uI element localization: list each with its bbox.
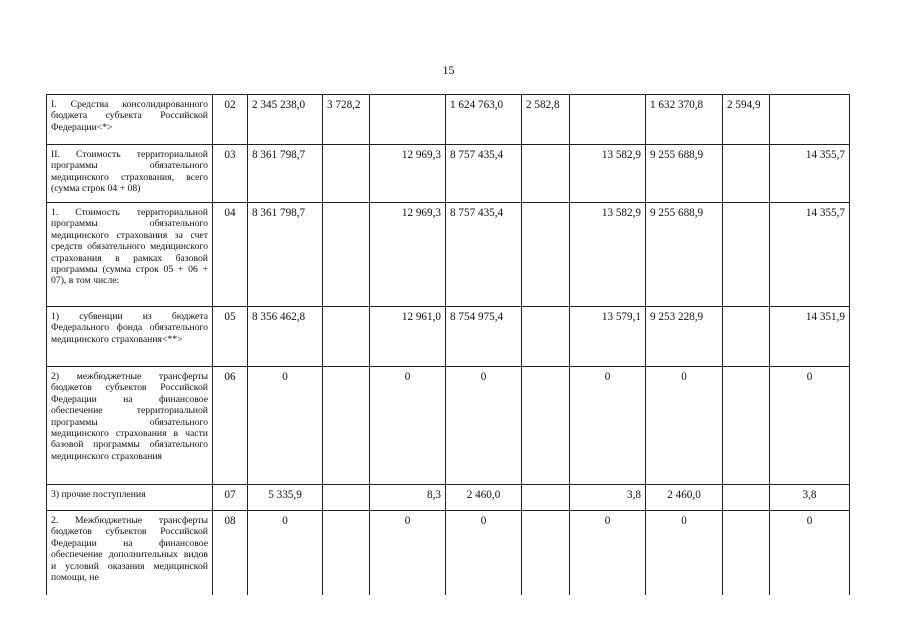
cell-value: 8 757 435,4 [446,145,522,203]
cell-value: 13 582,9 [570,203,646,307]
cell-value: 0 [646,367,723,485]
row-label: 3) прочие поступления [47,485,213,511]
cell-value: 13 579,1 [570,307,646,367]
row-label: 1) субвенции из бюджета Федерального фонда обязательного медицинского страхования<**> [47,307,213,367]
cell-value: 2 460,0 [646,485,723,511]
cell-value: 8 754 975,4 [446,307,522,367]
cell-value: 9 253 228,9 [646,307,723,367]
cell-value: 8 356 462,8 [248,307,323,367]
cell-value [522,307,570,367]
cell-value [323,485,370,511]
row-code: 02 [213,95,248,145]
cell-value [323,203,370,307]
cell-value: 1 624 763,0 [446,95,522,145]
cell-value [723,485,770,511]
table-row [47,95,850,145]
financing-table [46,94,850,595]
cell-value [723,511,770,595]
row-label: 2. Межбюджетные трансферты бюджетов субъектов Российской Федерации на финансовое обеспечение дополнительных видов и условий оказания медицинской помощи, не [47,511,213,595]
cell-value [323,367,370,485]
cell-value: 14 355,7 [770,145,850,203]
cell-value: 0 [248,511,323,595]
cell-value [323,307,370,367]
table-row [47,367,850,485]
cell-value: 0 [446,511,522,595]
cell-value [723,145,770,203]
cell-value [522,145,570,203]
table-row [47,203,850,307]
cell-value: 0 [646,511,723,595]
cell-value: 1 632 370,8 [646,95,723,145]
row-code: 07 [213,485,248,511]
cell-value [770,95,850,145]
cell-value [522,485,570,511]
cell-value: 3,8 [770,485,850,511]
cell-value [723,307,770,367]
row-label: 2) межбюджетные трансферты бюджетов субъектов Российской Федерации на финансовое обеспечение территориальной программы обязательного медицинского страхования в части базовой программы обязательного медицинского страхования [47,367,213,485]
cell-value: 2 594,9 [723,95,770,145]
cell-value: 0 [370,511,446,595]
cell-value: 2 460,0 [446,485,522,511]
table-row [47,511,850,595]
row-code: 03 [213,145,248,203]
table-row [47,145,850,203]
cell-value: 3 728,2 [323,95,370,145]
cell-value: 2 345 238,0 [248,95,323,145]
cell-value [323,145,370,203]
cell-value: 14 355,7 [770,203,850,307]
table-row [47,307,850,367]
cell-value: 0 [770,511,850,595]
cell-value: 9 255 688,9 [646,145,723,203]
cell-value [723,203,770,307]
row-code: 06 [213,367,248,485]
row-code: 08 [213,511,248,595]
cell-value [570,95,646,145]
cell-value [522,511,570,595]
cell-value: 12 969,3 [370,145,446,203]
cell-value [522,367,570,485]
cell-value: 0 [370,367,446,485]
cell-value: 3,8 [570,485,646,511]
cell-value: 0 [570,367,646,485]
row-label: II. Стоимость территориальной программы обязательного медицинского страхования, всего (сумма строк 04 + 08) [47,145,213,203]
cell-value: 12 969,3 [370,203,446,307]
cell-value: 0 [446,367,522,485]
cell-value [522,203,570,307]
page-number: 15 [442,63,455,77]
cell-value [723,367,770,485]
cell-value: 2 582,8 [522,95,570,145]
cell-value: 0 [770,367,850,485]
row-code: 05 [213,307,248,367]
cell-value [323,511,370,595]
cell-value: 8,3 [370,485,446,511]
row-code: 04 [213,203,248,307]
cell-value: 13 582,9 [570,145,646,203]
row-label: I. Средства консолидированного бюджета субъекта Российской Федерации<*> [47,95,213,145]
cell-value: 8 757 435,4 [446,203,522,307]
cell-value: 14 351,9 [770,307,850,367]
cell-value: 12 961,0 [370,307,446,367]
cell-value: 5 335,9 [248,485,323,511]
cell-value [370,95,446,145]
cell-value: 8 361 798,7 [248,203,323,307]
cell-value: 0 [570,511,646,595]
cell-value: 0 [248,367,323,485]
row-label: 1. Стоимость территориальной программы обязательного медицинского страхования за счет средств обязательного медицинского страхования в рамках базовой программы (сумма строк 05 + 06 + 07), в том числе: [47,203,213,307]
cell-value: 9 255 688,9 [646,203,723,307]
table-row [47,485,850,511]
cell-value: 8 361 798,7 [248,145,323,203]
